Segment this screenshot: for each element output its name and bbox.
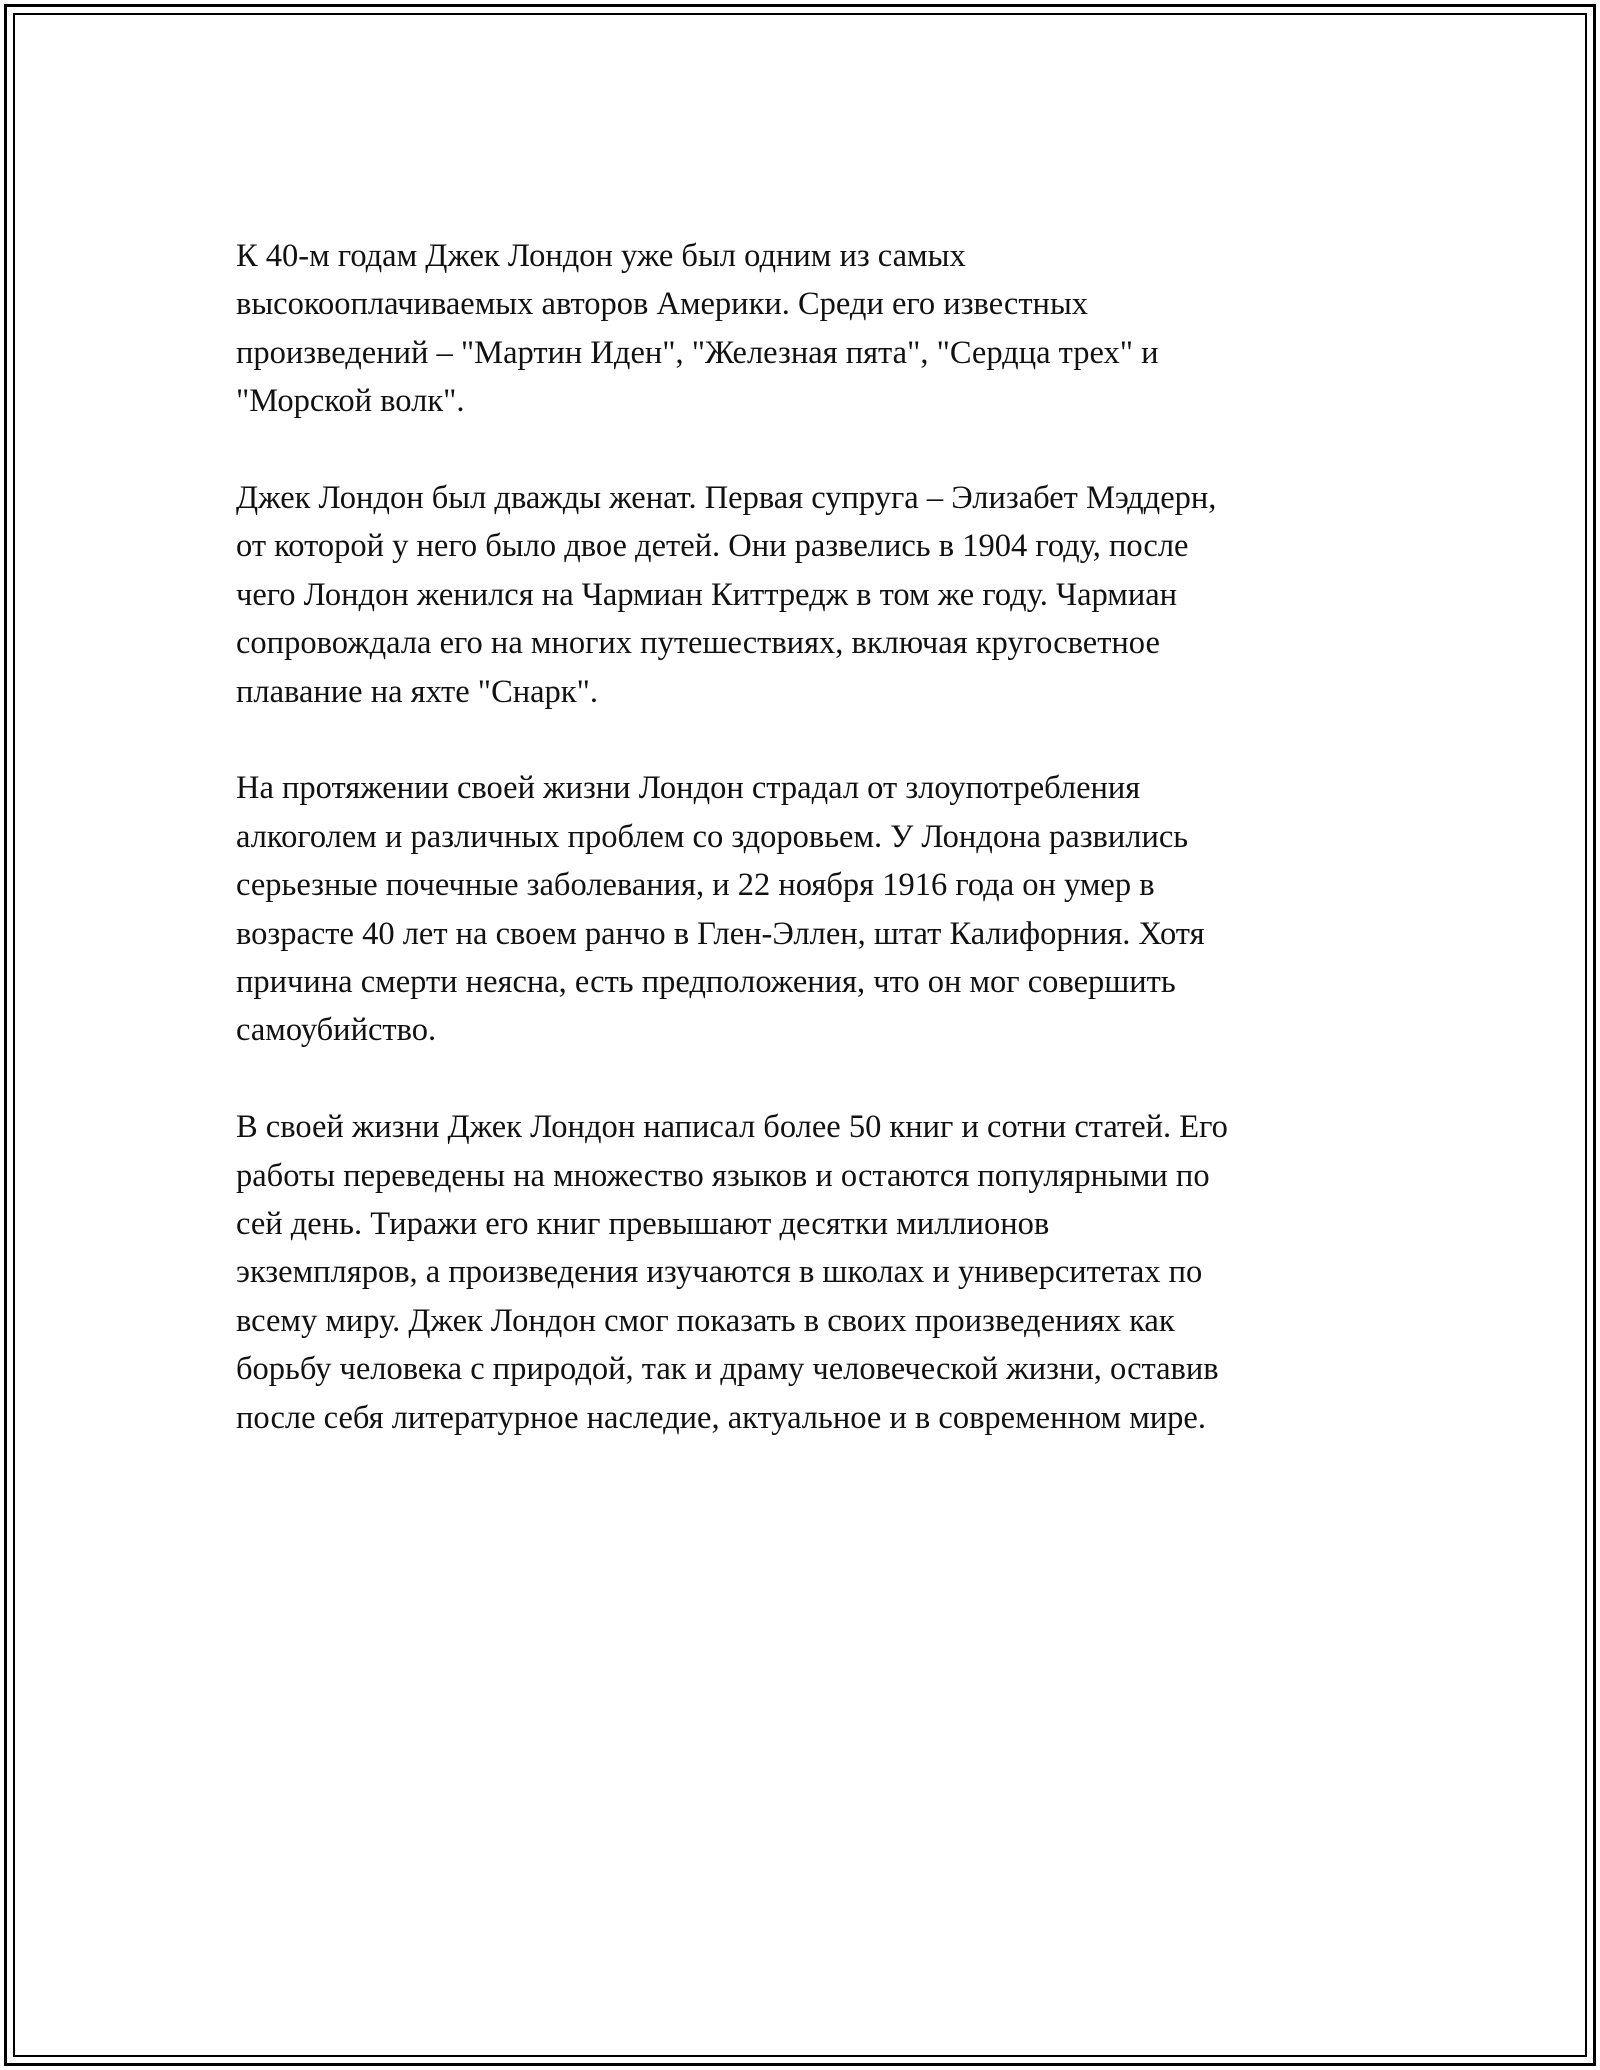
paragraph-health-death: На протяжении своей жизни Лондон страдал от злоупотребления алкоголем и различных проблем со здоровьем. У Лондона развились серьезные почечные заболевания, и 22 ноября 1916 года он умер в возрасте 40 лет на своем ранчо в Глен-Эллен, штат Калифорния. Хотя причина смерти неясна, есть предположения, что он мог совершить самоубийство. bbox=[236, 770, 1205, 1049]
paragraph-career: К 40-м годам Джек Лондон уже был одним из самых высокооплачиваемых авторов Америки. Среди его известных произведений – "Мартин Иден", "Железная пята", "Сердца трех" и "Морской волк". bbox=[236, 238, 1159, 420]
paragraph-legacy: В своей жизни Джек Лондон написал более 50 книг и сотни статей. Его работы переведены на множество языков и остаются популярными по сей день. Тиражи его книг превышают десятки миллионов экземпляров, а произведения изучаются в школах и университетах по всему миру. Джек Лондон смог показать в своих произведениях как борьбу человека с природой, так и драму человеческой жизни, оставив после себя литературное наследие, актуальное и в современном мире. bbox=[236, 1109, 1228, 1436]
paragraph-marriages: Джек Лондон был дважды женат. Первая супруга – Элизабет Мэддерн, от которой у него было двое детей. Они развелись в 1904 году, после чего Лондон женился на Чармиан Киттредж в том же году. Чармиан сопровождала его на многих путешествиях, включая кругосветное плавание на яхте "Снарк". bbox=[236, 480, 1217, 710]
document-body bbox=[236, 232, 1376, 1491]
